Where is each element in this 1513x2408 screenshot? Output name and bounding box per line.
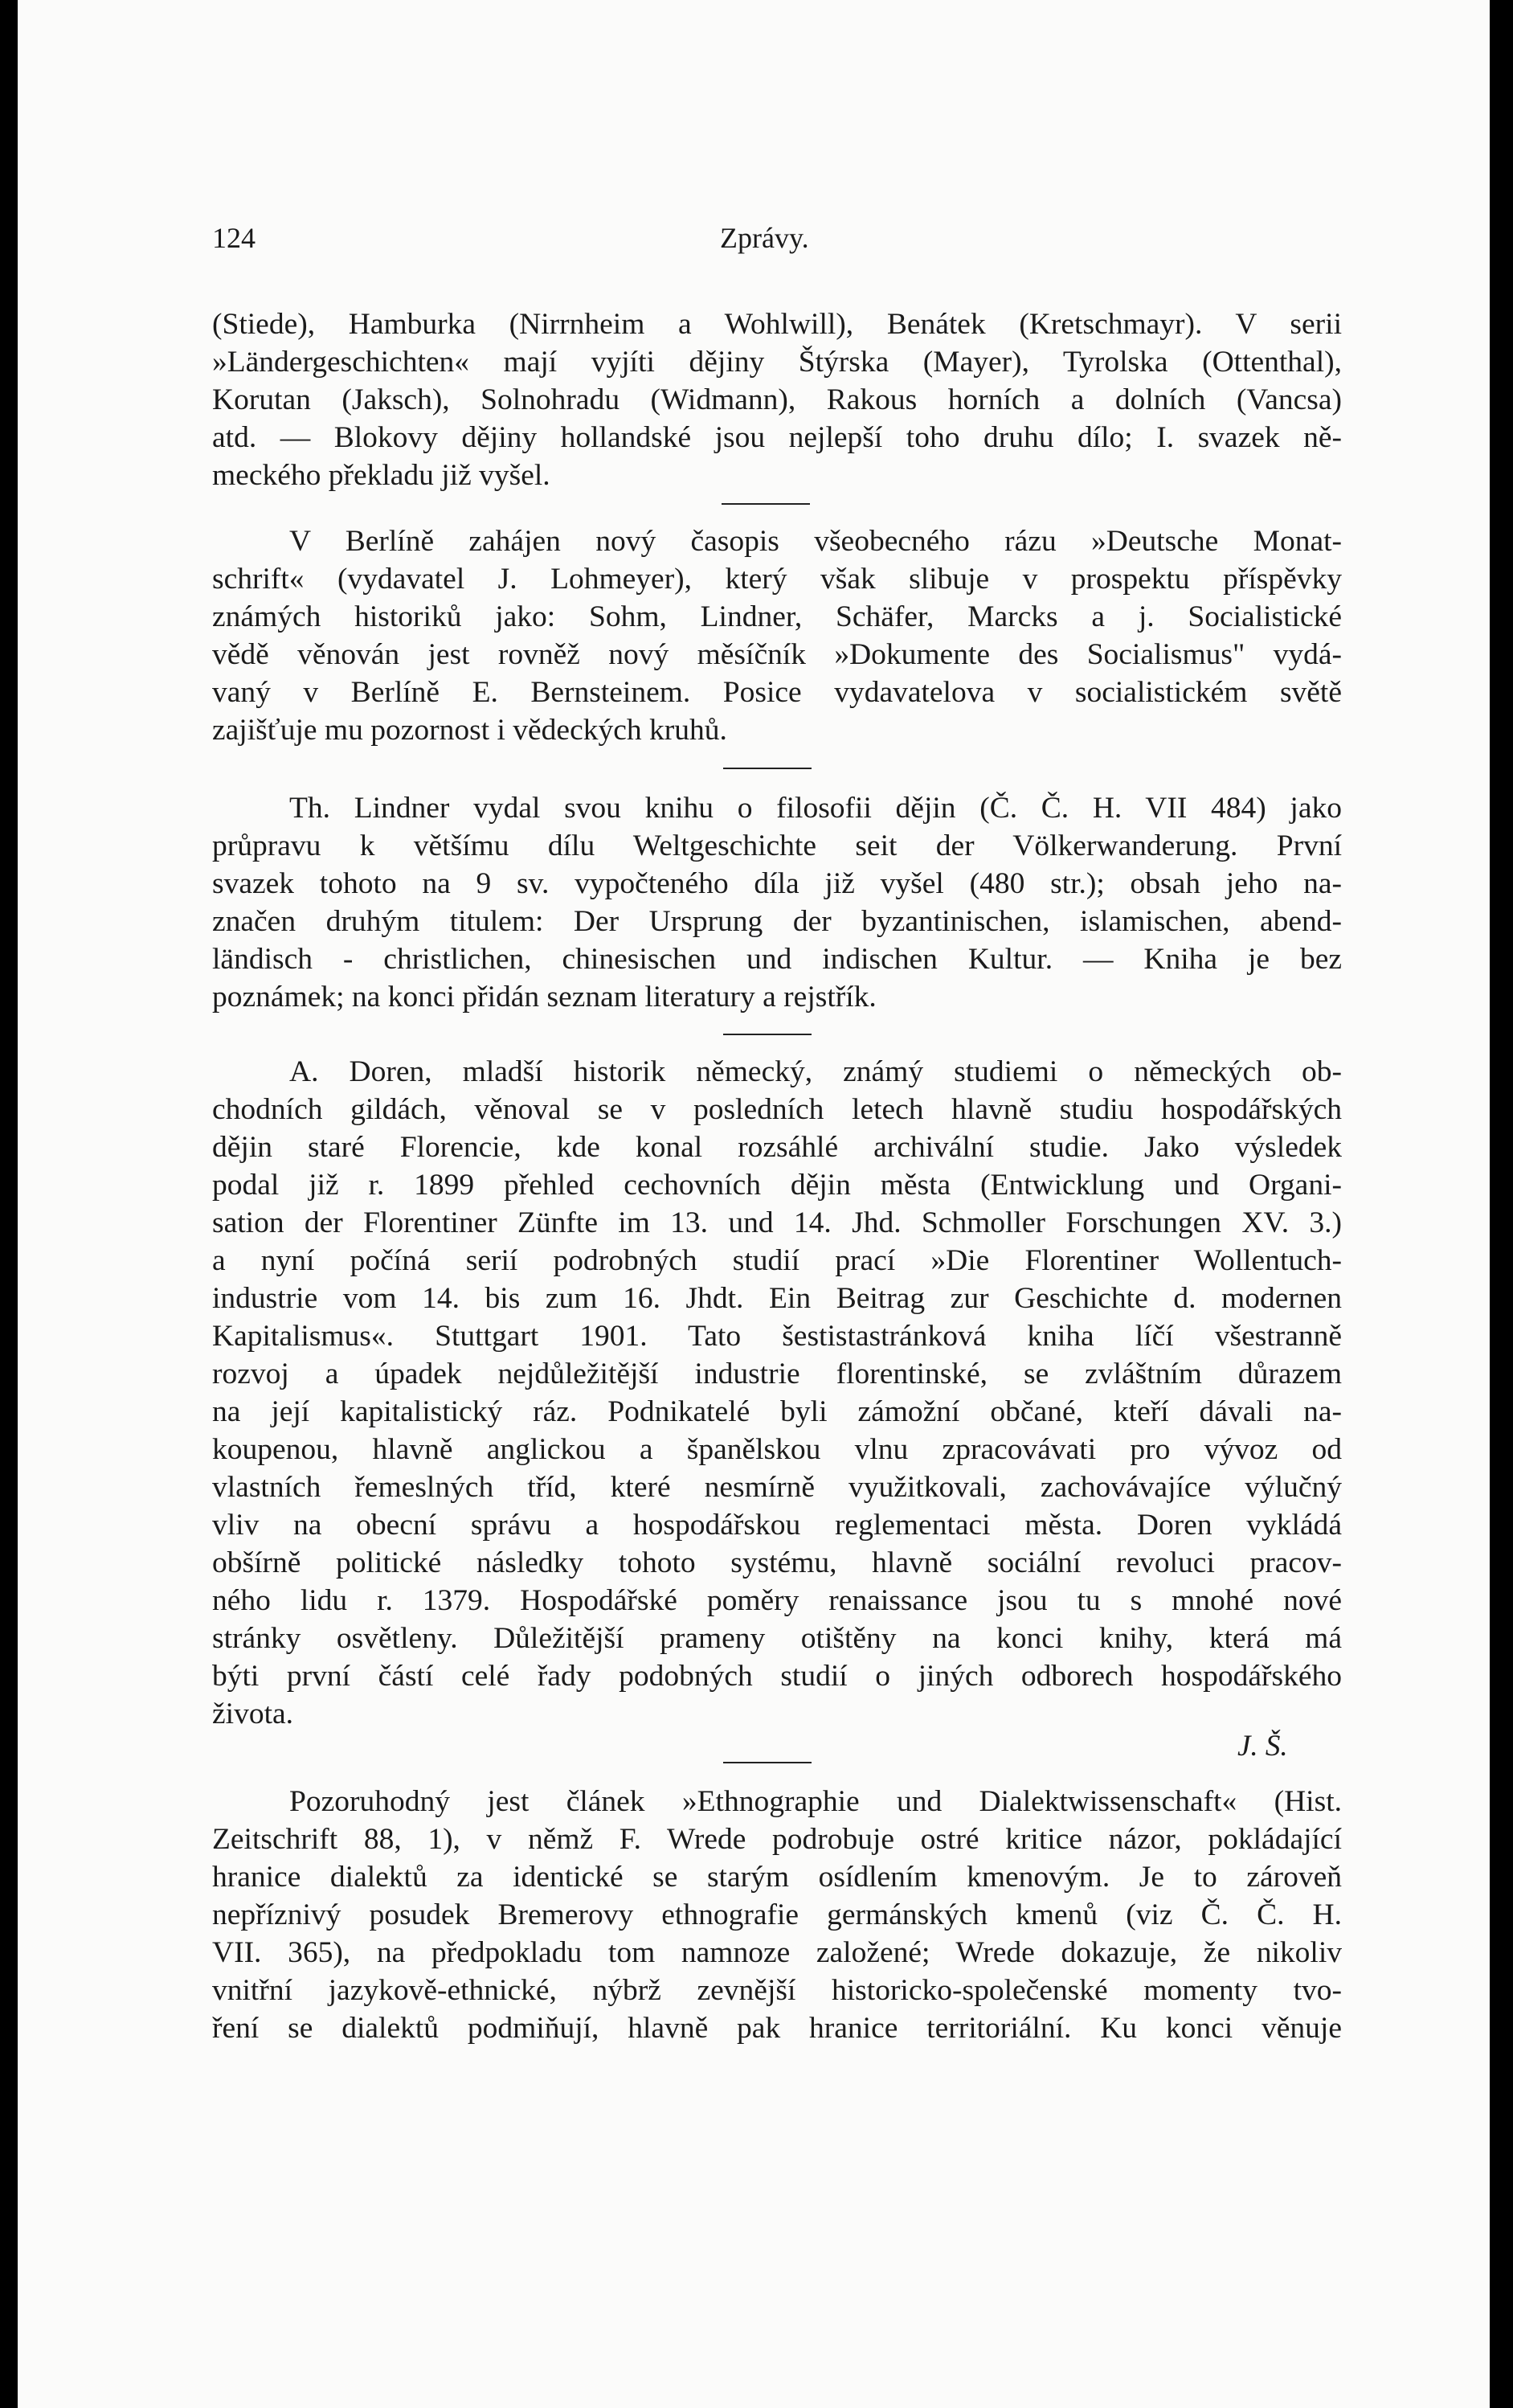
paragraph xyxy=(212,305,1342,494)
text-line: vnitřní jazykově-ethnické, nýbrž zevnější historicko-společenské momenty tvo- xyxy=(212,1974,1342,2007)
text-line: zajišťuje mu pozornost i vědeckých kruhů. xyxy=(212,714,727,747)
text-line: Zeitschrift 88, 1), v němž F. Wrede podrobuje ostré kritice názor, pokládající xyxy=(212,1823,1342,1856)
text-line: Th. Lindner vydal svou knihu o filosofii dějin (Č. Č. H. VII 484) jako xyxy=(289,792,1342,825)
section-divider xyxy=(723,1762,812,1763)
text-line: svazek tohoto na 9 sv. vypočteného díla již vyšel (480 str.); obsah jeho na- xyxy=(212,867,1342,900)
paragraph xyxy=(212,522,1342,749)
text-line: stránky osvětleny. Důležitější prameny otištěny na konci knihy, která má xyxy=(212,1622,1342,1655)
text-line: rozvoj a úpadek nejdůležitější industrie florentinské, se zvláštním důrazem xyxy=(212,1358,1342,1390)
paragraph-block-4 xyxy=(212,1783,1342,2047)
page-number: 124 xyxy=(212,222,256,254)
text-line: chodních gildách, věnoval se v posledních letech hlavně studiu hospodářských xyxy=(212,1093,1342,1126)
page-header xyxy=(212,221,1337,269)
text-line: značen druhým titulem: Der Ursprung der byzantinischen, islamischen, abend- xyxy=(212,905,1342,938)
text-line: sation der Florentiner Zünfte im 13. und 14. Jhd. Schmoller Forschungen XV. 3.) xyxy=(212,1206,1342,1239)
paragraph-block-1 xyxy=(212,522,1342,749)
text-line: Pozoruhodný jest článek »Ethnographie und Dialektwissenschaft« (Hist. xyxy=(289,1785,1342,1818)
text-line: meckého překladu již vyšel. xyxy=(212,459,550,492)
paragraph xyxy=(212,1053,1342,1733)
text-line: atd. — Blokovy dějiny hollandské jsou nejlepší toho druhu dílo; I. svazek ně- xyxy=(212,421,1342,454)
section-divider xyxy=(723,768,812,769)
paragraph xyxy=(212,1783,1342,2047)
text-line: schrift« (vydavatel J. Lohmeyer), který však slibuje v prospektu příspěvky xyxy=(212,563,1342,596)
text-line: podal již r. 1899 přehled cechovních dějin města (Entwicklung und Organi- xyxy=(212,1169,1342,1202)
text-line: (Stiede), Hamburka (Nirrnheim a Wohlwill), Benátek (Kretschmayr). V serii xyxy=(212,308,1342,341)
text-line: a nyní počíná serií podrobných studií prací »Die Florentiner Wollentuch- xyxy=(212,1244,1342,1277)
paragraph-block-0 xyxy=(212,305,1342,494)
text-line: V Berlíně zahájen nový časopis všeobecného rázu »Deutsche Monat- xyxy=(289,525,1342,558)
paragraph-block-2 xyxy=(212,789,1342,1016)
text-line: vliv na obecní správu a hospodářskou reglementaci města. Doren vykládá xyxy=(212,1509,1342,1542)
text-line: Kapitalismus«. Stuttgart 1901. Tato šestistastránková kniha líčí všestranně xyxy=(212,1320,1342,1353)
text-line: vědě věnován jest rovněž nový měsíčník »Dokumente des Socialismus" vydá- xyxy=(212,638,1342,671)
text-line: vlastních řemeslných tříd, které nesmírně využitkovali, zachovávajíce výlučný xyxy=(212,1471,1342,1504)
text-line: obšírně politické následky tohoto systému, hlavně sociální revoluci pracov- xyxy=(212,1546,1342,1579)
text-line: vaný v Berlíně E. Bernsteinem. Posice vydavatelova v socialistickém světě xyxy=(212,676,1342,709)
text-line: dějin staré Florencie, kde konal rozsáhlé archivální studie. Jako výsledek xyxy=(212,1131,1342,1164)
text-line: »Ländergeschichten« mají vyjíti dějiny Štýrska (Mayer), Tyrolska (Ottenthal), xyxy=(212,346,1342,379)
text-line: průpravu k většímu dílu Weltgeschichte seit der Völkerwanderung. První xyxy=(212,829,1342,862)
text-line: ření se dialektů podmiňují, hlavně pak hranice territoriální. Ku konci věnuje xyxy=(212,2012,1342,2045)
text-line: nepříznivý posudek Bremerovy ethnografie germánských kmenů (viz Č. Č. H. xyxy=(212,1898,1342,1931)
text-line: hranice dialektů za identické se starým osídlením kmenovým. Je to zároveň xyxy=(212,1861,1342,1894)
paragraph-block-3 xyxy=(212,1053,1342,1733)
text-line: ländisch - christlichen, chinesischen und indischen Kultur. — Kniha je bez xyxy=(212,943,1342,976)
text-line: života. xyxy=(212,1697,294,1730)
text-line: známých historiků jako: Sohm, Lindner, Schäfer, Marcks a j. Socialistické xyxy=(212,600,1342,633)
text-line: koupenou, hlavně anglickou a španělskou vlnu zpracovávati pro vývoz od xyxy=(212,1433,1342,1466)
text-line: ného lidu r. 1379. Hospodářské poměry renaissance jsou tu s mnohé nové xyxy=(212,1584,1342,1617)
section-divider xyxy=(722,503,810,505)
text-line: industrie vom 14. bis zum 16. Jhdt. Ein Beitrag zur Geschichte d. modernen xyxy=(212,1282,1342,1315)
running-title: Zprávy. xyxy=(720,222,809,254)
author-signature: J. Š. xyxy=(1237,1730,1288,1763)
section-divider xyxy=(723,1034,812,1035)
text-line: býti první částí celé řady podobných studií o jiných odborech hospodářského xyxy=(212,1660,1342,1693)
paragraph xyxy=(212,789,1342,1016)
text-line: poznámek; na konci přidán seznam literatury a rejstřík. xyxy=(212,981,877,1014)
text-line: Korutan (Jaksch), Solnohradu (Widmann), Rakous horních a dolních (Vancsa) xyxy=(212,383,1342,416)
text-line: A. Doren, mladší historik německý, známý studiemi o německých ob- xyxy=(289,1055,1342,1088)
text-line: VII. 365), na předpokladu tom namnoze založené; Wrede dokazuje, že nikoliv xyxy=(212,1936,1342,1969)
text-line: na její kapitalistický ráz. Podnikatelé byli zámožní občané, kteří dávali na- xyxy=(212,1395,1342,1428)
